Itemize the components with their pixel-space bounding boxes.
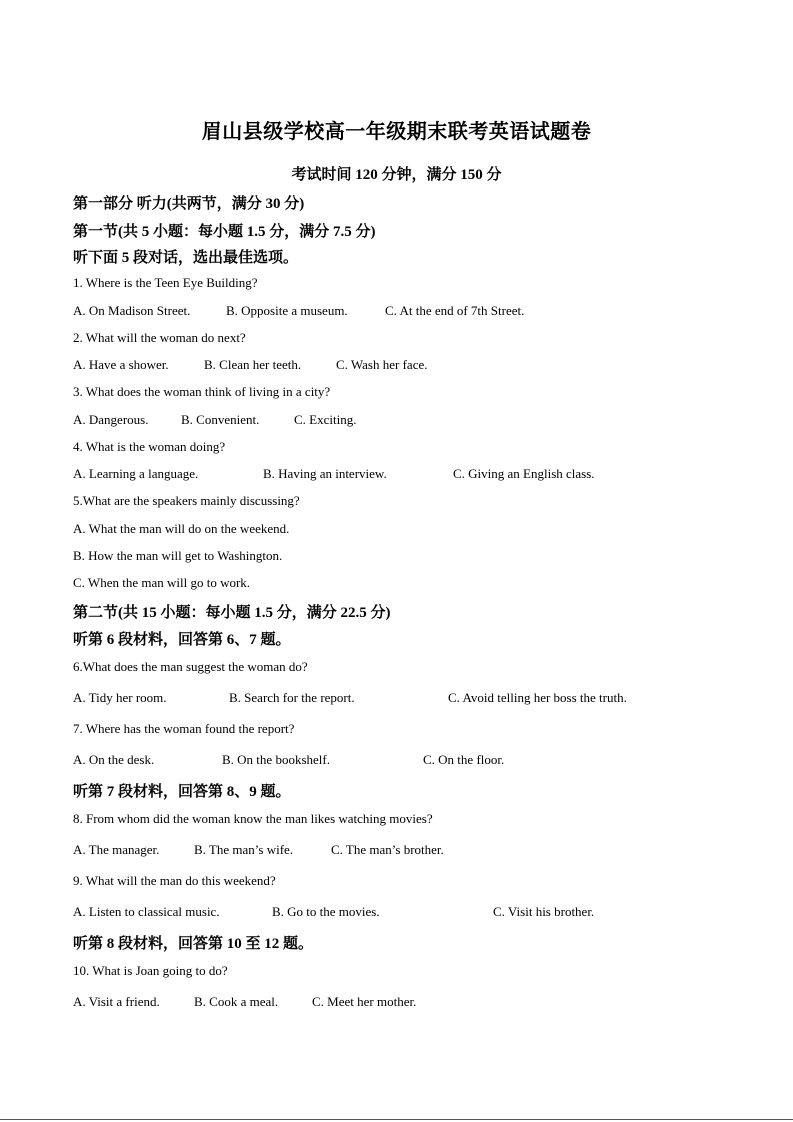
question-7-options (73, 752, 773, 770)
question-1-option-c: C. At the end of 7th Street. (385, 303, 525, 318)
question-10-options (73, 994, 773, 1012)
question-8-option-c: C. The man’s brother. (331, 842, 444, 857)
question-9-option-c: C. Visit his brother. (493, 904, 595, 919)
exam-title: 眉山县级学校高一年级期末联考英语试题卷 (201, 121, 592, 143)
question-9-options (73, 904, 773, 922)
question-1-option-b: B. Opposite a museum. (226, 303, 348, 318)
question-6: 6.What does the man suggest the woman do? (73, 659, 308, 674)
question-4-option-b: B. Having an interview. (263, 466, 387, 481)
question-3-option-a: A. Dangerous. (73, 412, 149, 427)
question-1: 1. Where is the Teen Eye Building? (73, 275, 258, 290)
question-6-option-b: B. Search for the report. (229, 690, 355, 705)
question-4-option-c: C. Giving an English class. (453, 466, 595, 481)
question-2-option-c: C. Wash her face. (336, 357, 428, 372)
instruction-10-12: 听第 8 段材料，回答第 10 至 12 题。 (73, 936, 314, 952)
question-2: 2. What will the woman do next? (73, 330, 246, 345)
question-2-options (73, 357, 773, 375)
question-5: 5.What are the speakers mainly discussing? (73, 493, 300, 508)
question-5-option-c: C. When the man will go to work. (73, 575, 251, 590)
question-2-option-a: A. Have a shower. (73, 357, 169, 372)
question-7-option-b: B. On the bookshelf. (222, 752, 330, 767)
question-3-option-c: C. Exciting. (294, 412, 357, 427)
question-6-options (73, 690, 773, 708)
question-5-option-a: A. What the man will do on the weekend. (73, 521, 290, 536)
question-3-options (73, 412, 773, 430)
question-4: 4. What is the woman doing? (73, 439, 226, 454)
question-7: 7. Where has the woman found the report? (73, 721, 295, 736)
question-7-option-c: C. On the floor. (423, 752, 505, 767)
question-10-option-c: C. Meet her mother. (312, 994, 417, 1009)
question-6-option-a: A. Tidy her room. (73, 690, 167, 705)
section-one-instruction: 听下面 5 段对话，选出最佳选项。 (73, 250, 299, 266)
question-2-option-b: B. Clean her teeth. (204, 357, 302, 372)
instruction-8-9: 听第 7 段材料，回答第 8、9 题。 (73, 784, 291, 800)
question-4-option-a: A. Learning a language. (73, 466, 199, 481)
question-5-option-b: B. How the man will get to Washington. (73, 548, 283, 563)
question-8: 8. From whom did the woman know the man likes watching movies? (73, 811, 433, 826)
question-9-option-b: B. Go to the movies. (272, 904, 380, 919)
question-9: 9. What will the man do this weekend? (73, 873, 276, 888)
question-10-option-a: A. Visit a friend. (73, 994, 160, 1009)
question-3-option-b: B. Convenient. (181, 412, 260, 427)
part-one-heading: 第一部分 听力(共两节，满分 30 分) (73, 196, 305, 212)
question-8-option-b: B. The man’s wife. (194, 842, 294, 857)
section-one-heading: 第一节(共 5 小题：每小题 1.5 分，满分 7.5 分) (73, 224, 376, 240)
page-bottom-border (0, 1119, 793, 1120)
question-8-options (73, 842, 773, 860)
question-4-options (73, 466, 773, 484)
question-10: 10. What is Joan going to do? (73, 963, 228, 978)
question-8-option-a: A. The manager. (73, 842, 160, 857)
question-9-option-a: A. Listen to classical music. (73, 904, 220, 919)
question-7-option-a: A. On the desk. (73, 752, 155, 767)
exam-subtitle: 考试时间 120 分钟，满分 150 分 (291, 167, 502, 183)
question-3: 3. What does the woman think of living in a city? (73, 384, 331, 399)
question-10-option-b: B. Cook a meal. (194, 994, 279, 1009)
question-1-option-a: A. On Madison Street. (73, 303, 191, 318)
question-1-options (73, 303, 773, 321)
question-6-option-c: C. Avoid telling her boss the truth. (448, 690, 627, 705)
instruction-6-7: 听第 6 段材料，回答第 6、7 题。 (73, 632, 291, 648)
section-two-heading: 第二节(共 15 小题：每小题 1.5 分，满分 22.5 分) (73, 605, 391, 621)
